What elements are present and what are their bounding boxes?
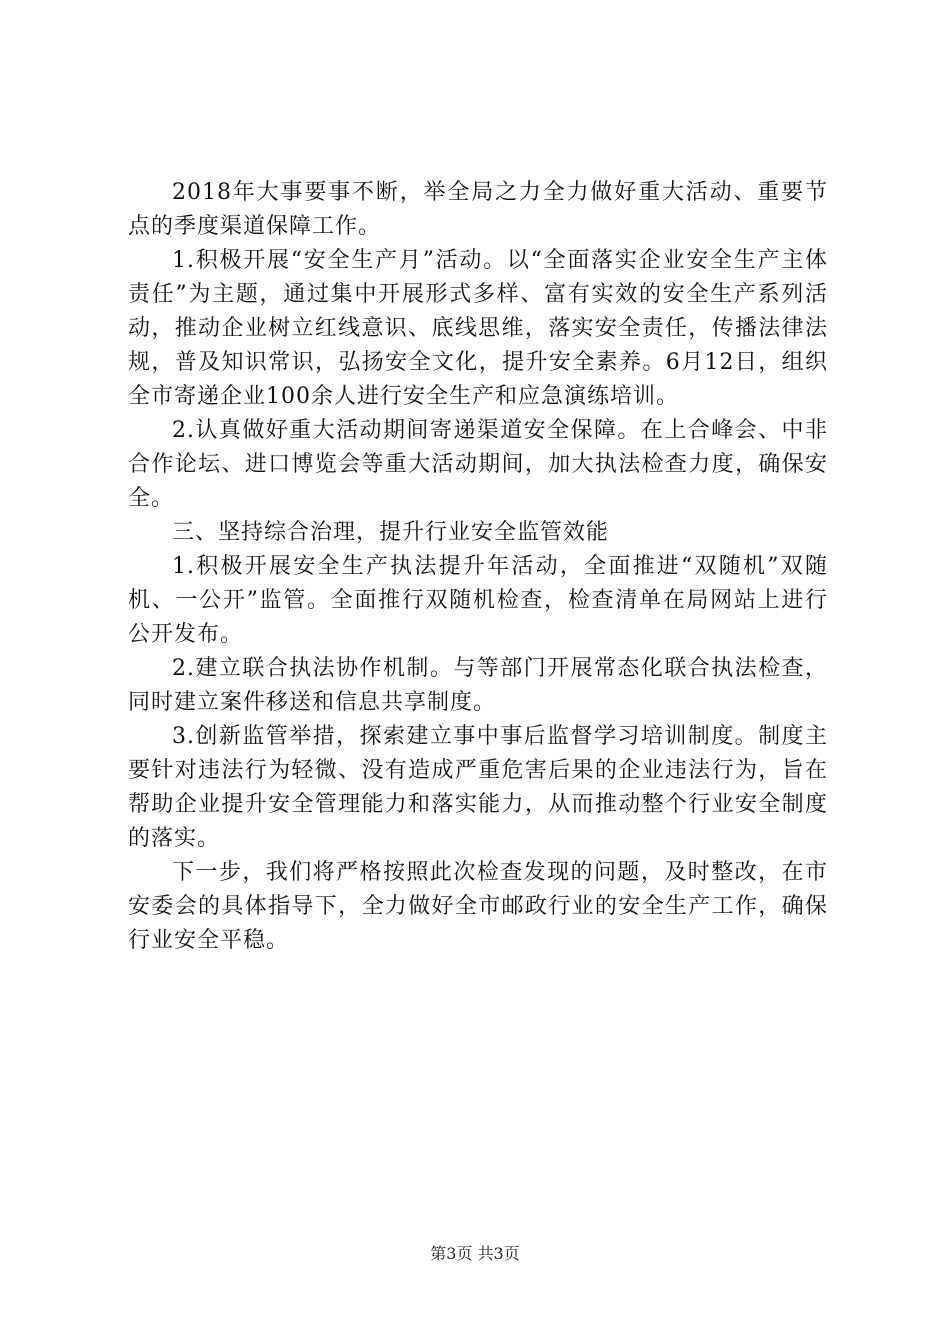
paragraph-next-steps: 下一步，我们将严格按照此次检查发现的问题，及时整改，在市安委会的具体指导下，全力做好全市邮政行业的安全生产工作，确保行业安全平稳。 — [128, 860, 828, 953]
document-body — [128, 176, 828, 958]
paragraph-enforcement-year: 1.积极开展安全生产执法提升年活动，全面推进“双随机”双随机、一公开”监管。全面推行双随机检查，检查清单在局网站上进行公开发布。 — [128, 554, 828, 647]
paragraph-major-events: 2.认真做好重大活动期间寄递渠道安全保障。在上合峰会、中非合作论坛、进口博览会等重大活动期间，加大执法检查力度，确保安全。 — [128, 418, 828, 511]
page-number-footer: 第3页 共3页 — [430, 1244, 520, 1263]
paragraph-safety-month: 1.积极开展“安全生产月”活动。以“全面落实企业安全生产主体责任”为主题，通过集中开展形式多样、富有实效的安全生产系列活动，推动企业树立红线意识、底线思维，落实安全责任，传播法律法规，普及知识常识，弘扬安全文化，提升安全素养。6月12日，组织全市寄递企业100余人进行安全生产和应急演练培训。 — [128, 248, 828, 409]
paragraph-joint-enforcement: 2.建立联合执法协作机制。与等部门开展常态化联合执法检查，同时建立案件移送和信息共享制度。 — [128, 656, 828, 715]
paragraph-supervision-innovation: 3.创新监管举措，探索建立事中事后监督学习培训制度。制度主要针对违法行为轻微、没有造成严重危害后果的企业违法行为，旨在帮助企业提升安全管理能力和落实能力，从而推动整个行业安全制度的落实。 — [128, 724, 828, 851]
paragraph-intro: 2018年大事要事不断，举全局之力全力做好重大活动、重要节点的季度渠道保障工作。 — [128, 180, 828, 239]
section-heading-comprehensive-governance: 三、坚持综合治理，提升行业安全监管效能 — [172, 520, 610, 545]
